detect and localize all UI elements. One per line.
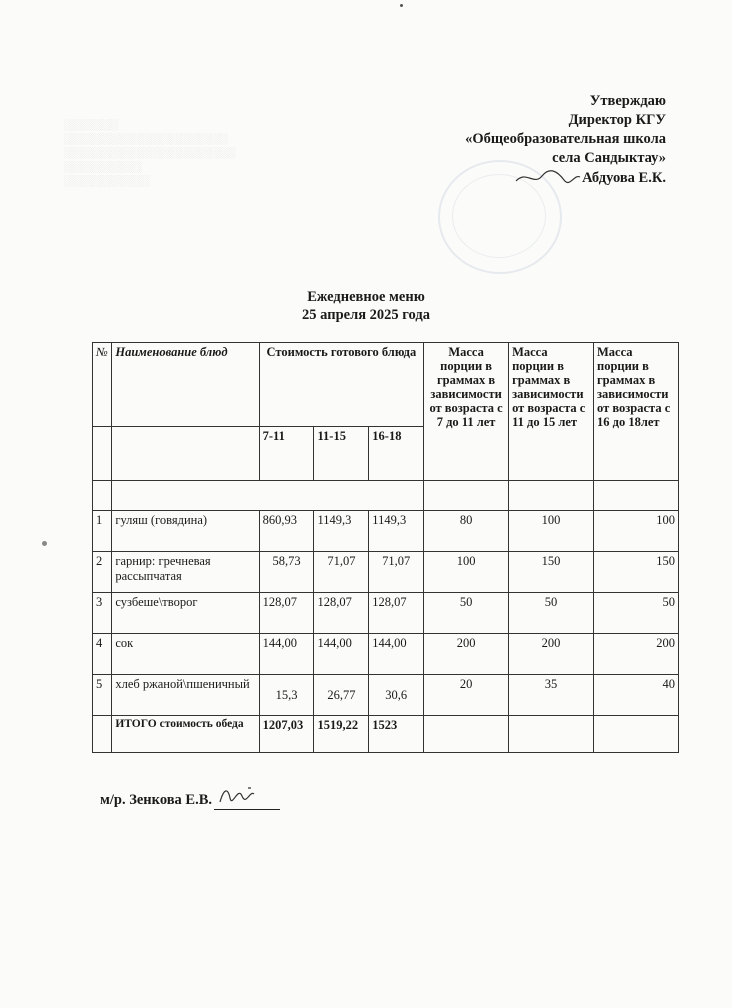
- row-mass-11-15: 50: [509, 593, 594, 634]
- row-price-11-15: 1149,3: [314, 511, 369, 552]
- age-11-15: 11-15: [314, 427, 369, 481]
- approval-block: [366, 92, 666, 188]
- table-row: [93, 675, 679, 716]
- row-mass-11-15: 100: [509, 511, 594, 552]
- row-mass-7-11: 80: [424, 511, 509, 552]
- director-signature: [512, 168, 582, 186]
- header-num: №: [93, 343, 112, 427]
- title-line-1: Ежедневное меню: [307, 289, 425, 305]
- total-price-7-11: 1207,03: [259, 716, 314, 753]
- row-mass-16-18: 150: [594, 552, 679, 593]
- table-row: [93, 593, 679, 634]
- bleed-through-text: ░░░░░░░ ░░░░░░░░░░░░░░░░░░░░░ ░░░░░░░░░░░░░░░░░░░░░░ ░░░░░░░░░░ ░░░░░░░░░░░: [64, 119, 236, 187]
- row-name: хлеб ржаной\пшеничный: [112, 675, 259, 716]
- row-mass-16-18: 100: [594, 511, 679, 552]
- row-num: 3: [93, 593, 112, 634]
- age-7-11: 7-11: [259, 427, 314, 481]
- row-price-7-11: 144,00: [259, 634, 314, 675]
- row-num: 4: [93, 634, 112, 675]
- row-price-16-18: 128,07: [369, 593, 424, 634]
- row-mass-11-15: 150: [509, 552, 594, 593]
- table-row: [93, 511, 679, 552]
- row-num: 5: [93, 675, 112, 716]
- approval-line-4: села Сандыктау»: [552, 150, 666, 166]
- row-mass-7-11: 200: [424, 634, 509, 675]
- approval-line-5: [366, 168, 666, 188]
- spacer-row: [93, 481, 679, 511]
- row-price-16-18: 144,00: [369, 634, 424, 675]
- row-mass-7-11: 20: [424, 675, 509, 716]
- row-price-7-11: 15,3: [259, 675, 314, 716]
- header-mass-16-18: Масса порции в граммах в зависимости от возраста с 16 до 18лет: [594, 343, 679, 481]
- signature-line: [214, 784, 280, 810]
- row-mass-7-11: 50: [424, 593, 509, 634]
- header-mass-7-11: Масса порции в граммах в зависимости от возраста с 7 до 11 лет: [424, 343, 509, 481]
- table-row: [93, 634, 679, 675]
- row-price-11-15: 71,07: [314, 552, 369, 593]
- row-mass-16-18: 200: [594, 634, 679, 675]
- row-mass-11-15: 35: [509, 675, 594, 716]
- row-num: 1: [93, 511, 112, 552]
- header-mass-11-15: Масса порции в граммах в зависимости от возраста с 11 до 15 лет: [509, 343, 594, 481]
- age-16-18: 16-18: [369, 427, 424, 481]
- document-title: [0, 288, 732, 324]
- header-name: Наименование блюд: [112, 343, 259, 427]
- age-row-empty-1: [93, 427, 112, 481]
- row-name: сузбеше\творог: [112, 593, 259, 634]
- approval-line-1: Утверждаю: [589, 93, 666, 109]
- row-price-11-15: 26,77: [314, 675, 369, 716]
- row-mass-16-18: 50: [594, 593, 679, 634]
- scan-dot-left: [42, 541, 47, 546]
- row-price-7-11: 58,73: [259, 552, 314, 593]
- total-price-16-18: 1523: [369, 716, 424, 753]
- row-price-7-11: 860,93: [259, 511, 314, 552]
- row-mass-16-18: 40: [594, 675, 679, 716]
- table-row: [93, 552, 679, 593]
- total-label: ИТОГО стоимость обеда: [112, 716, 259, 753]
- row-price-11-15: 128,07: [314, 593, 369, 634]
- signer-signature: [214, 784, 264, 806]
- row-mass-7-11: 100: [424, 552, 509, 593]
- row-price-16-18: 30,6: [369, 675, 424, 716]
- age-row-empty-2: [112, 427, 259, 481]
- director-name: Абдуова Е.К.: [582, 170, 666, 186]
- title-line-2: 25 апреля 2025 года: [302, 307, 430, 323]
- row-name: гуляш (говядина): [112, 511, 259, 552]
- menu-table: [92, 342, 679, 753]
- row-price-16-18: 1149,3: [369, 511, 424, 552]
- scan-dot-top: [400, 4, 403, 7]
- row-price-11-15: 144,00: [314, 634, 369, 675]
- header-row: [93, 343, 679, 427]
- header-price: Стоимость готового блюда: [259, 343, 423, 427]
- total-price-11-15: 1519,22: [314, 716, 369, 753]
- approval-line-3: «Общеобразовательная школа: [465, 131, 666, 147]
- approval-line-2: Директор КГУ: [568, 112, 666, 128]
- row-num: 2: [93, 552, 112, 593]
- row-name: сок: [112, 634, 259, 675]
- row-price-7-11: 128,07: [259, 593, 314, 634]
- signer-name: м/р. Зенкова Е.В.: [100, 792, 213, 808]
- row-mass-11-15: 200: [509, 634, 594, 675]
- footer-signature: [100, 784, 280, 810]
- row-name: гарнир: гречневая рассыпчатая: [112, 552, 259, 593]
- row-price-16-18: 71,07: [369, 552, 424, 593]
- total-row: [93, 716, 679, 753]
